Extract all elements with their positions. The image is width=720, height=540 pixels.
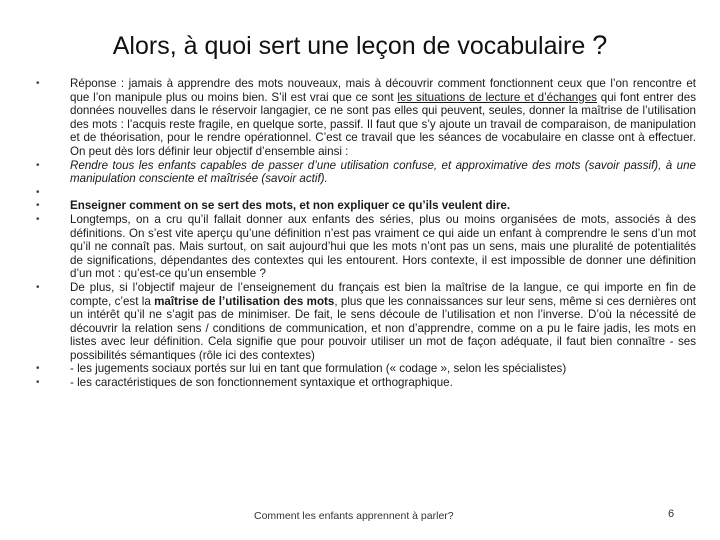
bullet-dot-icon: • (36, 186, 40, 198)
bullet-text: Réponse : jamais à apprendre des mots nouveaux, mais à découvrir comment fonctionnent ceux que l’on rencontre et que l’on manipule plus ou moins bien. S’il est vrai que ce sont (70, 77, 696, 104)
bullet-dot-icon: • (36, 78, 40, 89)
bullet-text: De plus, si l’objectif majeur de l’enseignement du français est bien la maîtrise de la langue, ce qui importe en fin de compte, c’est la (70, 280, 696, 308)
bullet-item (36, 199, 696, 213)
bullet-item (36, 281, 696, 363)
slide-title-text: Alors, à quoi sert une leçon de vocabulaire (112, 32, 586, 60)
bullet-text: Longtemps, on a cru qu’il fallait donner aux enfants des séries, plus ou moins organisées de mots, associés à des définitions. On s’est vite aperçu qu’une définition n’est pas vraiment ce qui aide un enfant à comprendre le sens d’un mot qu’il ne connaît pas. Mais surtout, on sait aujourd’hui que les mots n’ont pas un sens, mais une pluralité de potentialités de significations, dépendantes des contextes qui les entourent. Hors contexte, il est impossible de donner une définition d’un mot : qu’est-ce qu’un ensemble ? (70, 212, 696, 281)
bullet-item (36, 376, 696, 390)
bullet-text: qui font entrer des données nouvelles dans le réservoir langagier, ce ne sont pas elles qui peuvent, seules, donner la maîtrise de l’utilisation des mots : l’acquis reste fragile, en quelque sorte, passif. Il faut que s’y ajoute un travail de comparaison, de manipulation et de théorisation, pour le rendre opérationnel. C’est ce travail que les séances de vocabulaire en classe ont à effectuer. On peut dès lors définir leur objectif d’ensemble ainsi : (70, 90, 696, 158)
bullet-text: - les caractéristiques de son fonctionnement syntaxique et orthographique. (70, 376, 453, 390)
bullet-dot-icon: • (36, 200, 40, 212)
slide-footer: Comment les enfants apprennent à parler? (254, 510, 454, 522)
slide-title (0, 30, 720, 61)
bullet-dot-icon: • (36, 213, 40, 225)
bullet-item (36, 159, 696, 186)
bullet-text: , plus que les connaissances sur leur sens, même si ces dernières ont un intérêt qu’il ne s’agit pas de minimiser. De fait, le sens découle de l’utilisation et non l’inverse. D’où la nécessité de découvrir la relation sens / conditions de communication, et non d’apprendre, comme on a pu le faire jadis, les mots en listes avec leur définition. Cela signifie que pour pouvoir utiliser un mot de façon adéquate, il faut bien connaître - ses possibilités sémantiques (rôle ici des contextes) (70, 294, 696, 362)
bullet-dot-icon: • (36, 363, 40, 375)
bullet-item (36, 77, 696, 159)
bullet-text: les situations de lecture et d’échanges (397, 90, 597, 104)
bullet-text: Enseigner comment on se sert des mots, et non expliquer ce qu’ils veulent dire. (70, 199, 511, 213)
page-number: 6 (668, 508, 675, 520)
bullet-dot-icon: • (36, 159, 40, 171)
bullet-text: - les jugements sociaux portés sur lui en tant que formulation (« codage », selon les spécialistes) (70, 362, 567, 376)
bullet-text: Rendre tous les enfants capables de passer d’une utilisation confuse, et approximative des mots (savoir passif), à une manipulation consciente et maîtrisée (savoir actif). (70, 158, 696, 186)
bullet-item (36, 186, 696, 200)
bullet-item (36, 213, 696, 281)
bullet-item (36, 362, 696, 376)
bullet-dot-icon: • (36, 281, 40, 293)
bullet-list (36, 77, 696, 390)
bullet-text: maîtrise de l’utilisation des mots (154, 294, 335, 308)
slide-title-mark: ? (592, 30, 608, 60)
bullet-dot-icon: • (36, 377, 40, 389)
